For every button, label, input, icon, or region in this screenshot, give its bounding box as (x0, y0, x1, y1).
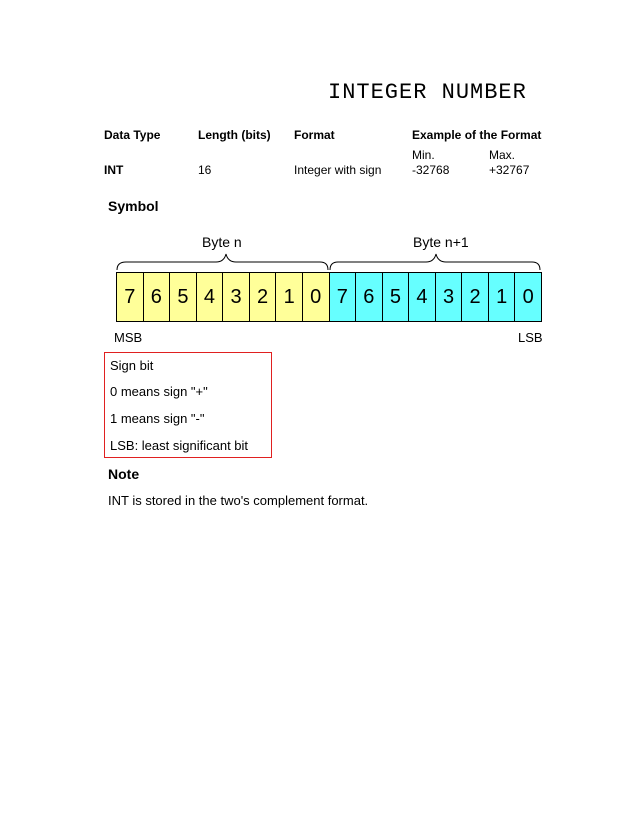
bit-cell: 1 (488, 272, 516, 322)
bit-cell: 6 (143, 272, 171, 322)
row-max: +32767 (489, 163, 530, 177)
legend-line: LSB: least significant bit (110, 438, 249, 453)
bit-cell: 2 (249, 272, 277, 322)
row-type: INT (104, 163, 124, 177)
lsb-label: LSB (518, 330, 543, 345)
bit-cell: 4 (408, 272, 436, 322)
row-min: -32768 (412, 163, 450, 177)
header-length: Length (bits) (198, 128, 271, 142)
note-text: INT is stored in the two's complement format. (108, 493, 369, 508)
page-title: INTEGER NUMBER (328, 80, 527, 105)
legend-line: Sign bit (110, 358, 154, 373)
bit-row (116, 272, 542, 322)
legend-line: 0 means sign "+" (110, 384, 208, 399)
header-data-type: Data Type (104, 128, 161, 142)
bit-cell: 5 (169, 272, 197, 322)
subheader-min: Min. (412, 148, 435, 162)
bit-cell: 7 (329, 272, 357, 322)
bit-cell: 2 (461, 272, 489, 322)
symbol-heading: Symbol (108, 198, 159, 214)
bit-cell: 4 (196, 272, 224, 322)
brace-byte-n (117, 254, 328, 270)
msb-label: MSB (114, 330, 143, 345)
bit-cell: 0 (302, 272, 330, 322)
legend-box (104, 352, 272, 458)
brace-byte-n1 (330, 254, 540, 270)
bit-cell: 3 (222, 272, 250, 322)
bit-cell: 3 (435, 272, 463, 322)
byte-n1-label: Byte n+1 (413, 234, 469, 250)
bit-cell: 6 (355, 272, 383, 322)
subheader-max: Max. (489, 148, 516, 162)
header-example: Example of the Format (412, 128, 542, 142)
byte-n-label: Byte n (202, 234, 242, 250)
note-heading: Note (108, 466, 140, 482)
bit-cell: 0 (514, 272, 542, 322)
row-length: 16 (198, 163, 212, 177)
bit-cell: 7 (116, 272, 144, 322)
bit-cell: 1 (275, 272, 303, 322)
row-format: Integer with sign (294, 163, 382, 177)
legend-line: 1 means sign "-" (110, 411, 205, 426)
byte-braces (116, 248, 542, 272)
header-format: Format (294, 128, 335, 142)
bit-cell: 5 (382, 272, 410, 322)
